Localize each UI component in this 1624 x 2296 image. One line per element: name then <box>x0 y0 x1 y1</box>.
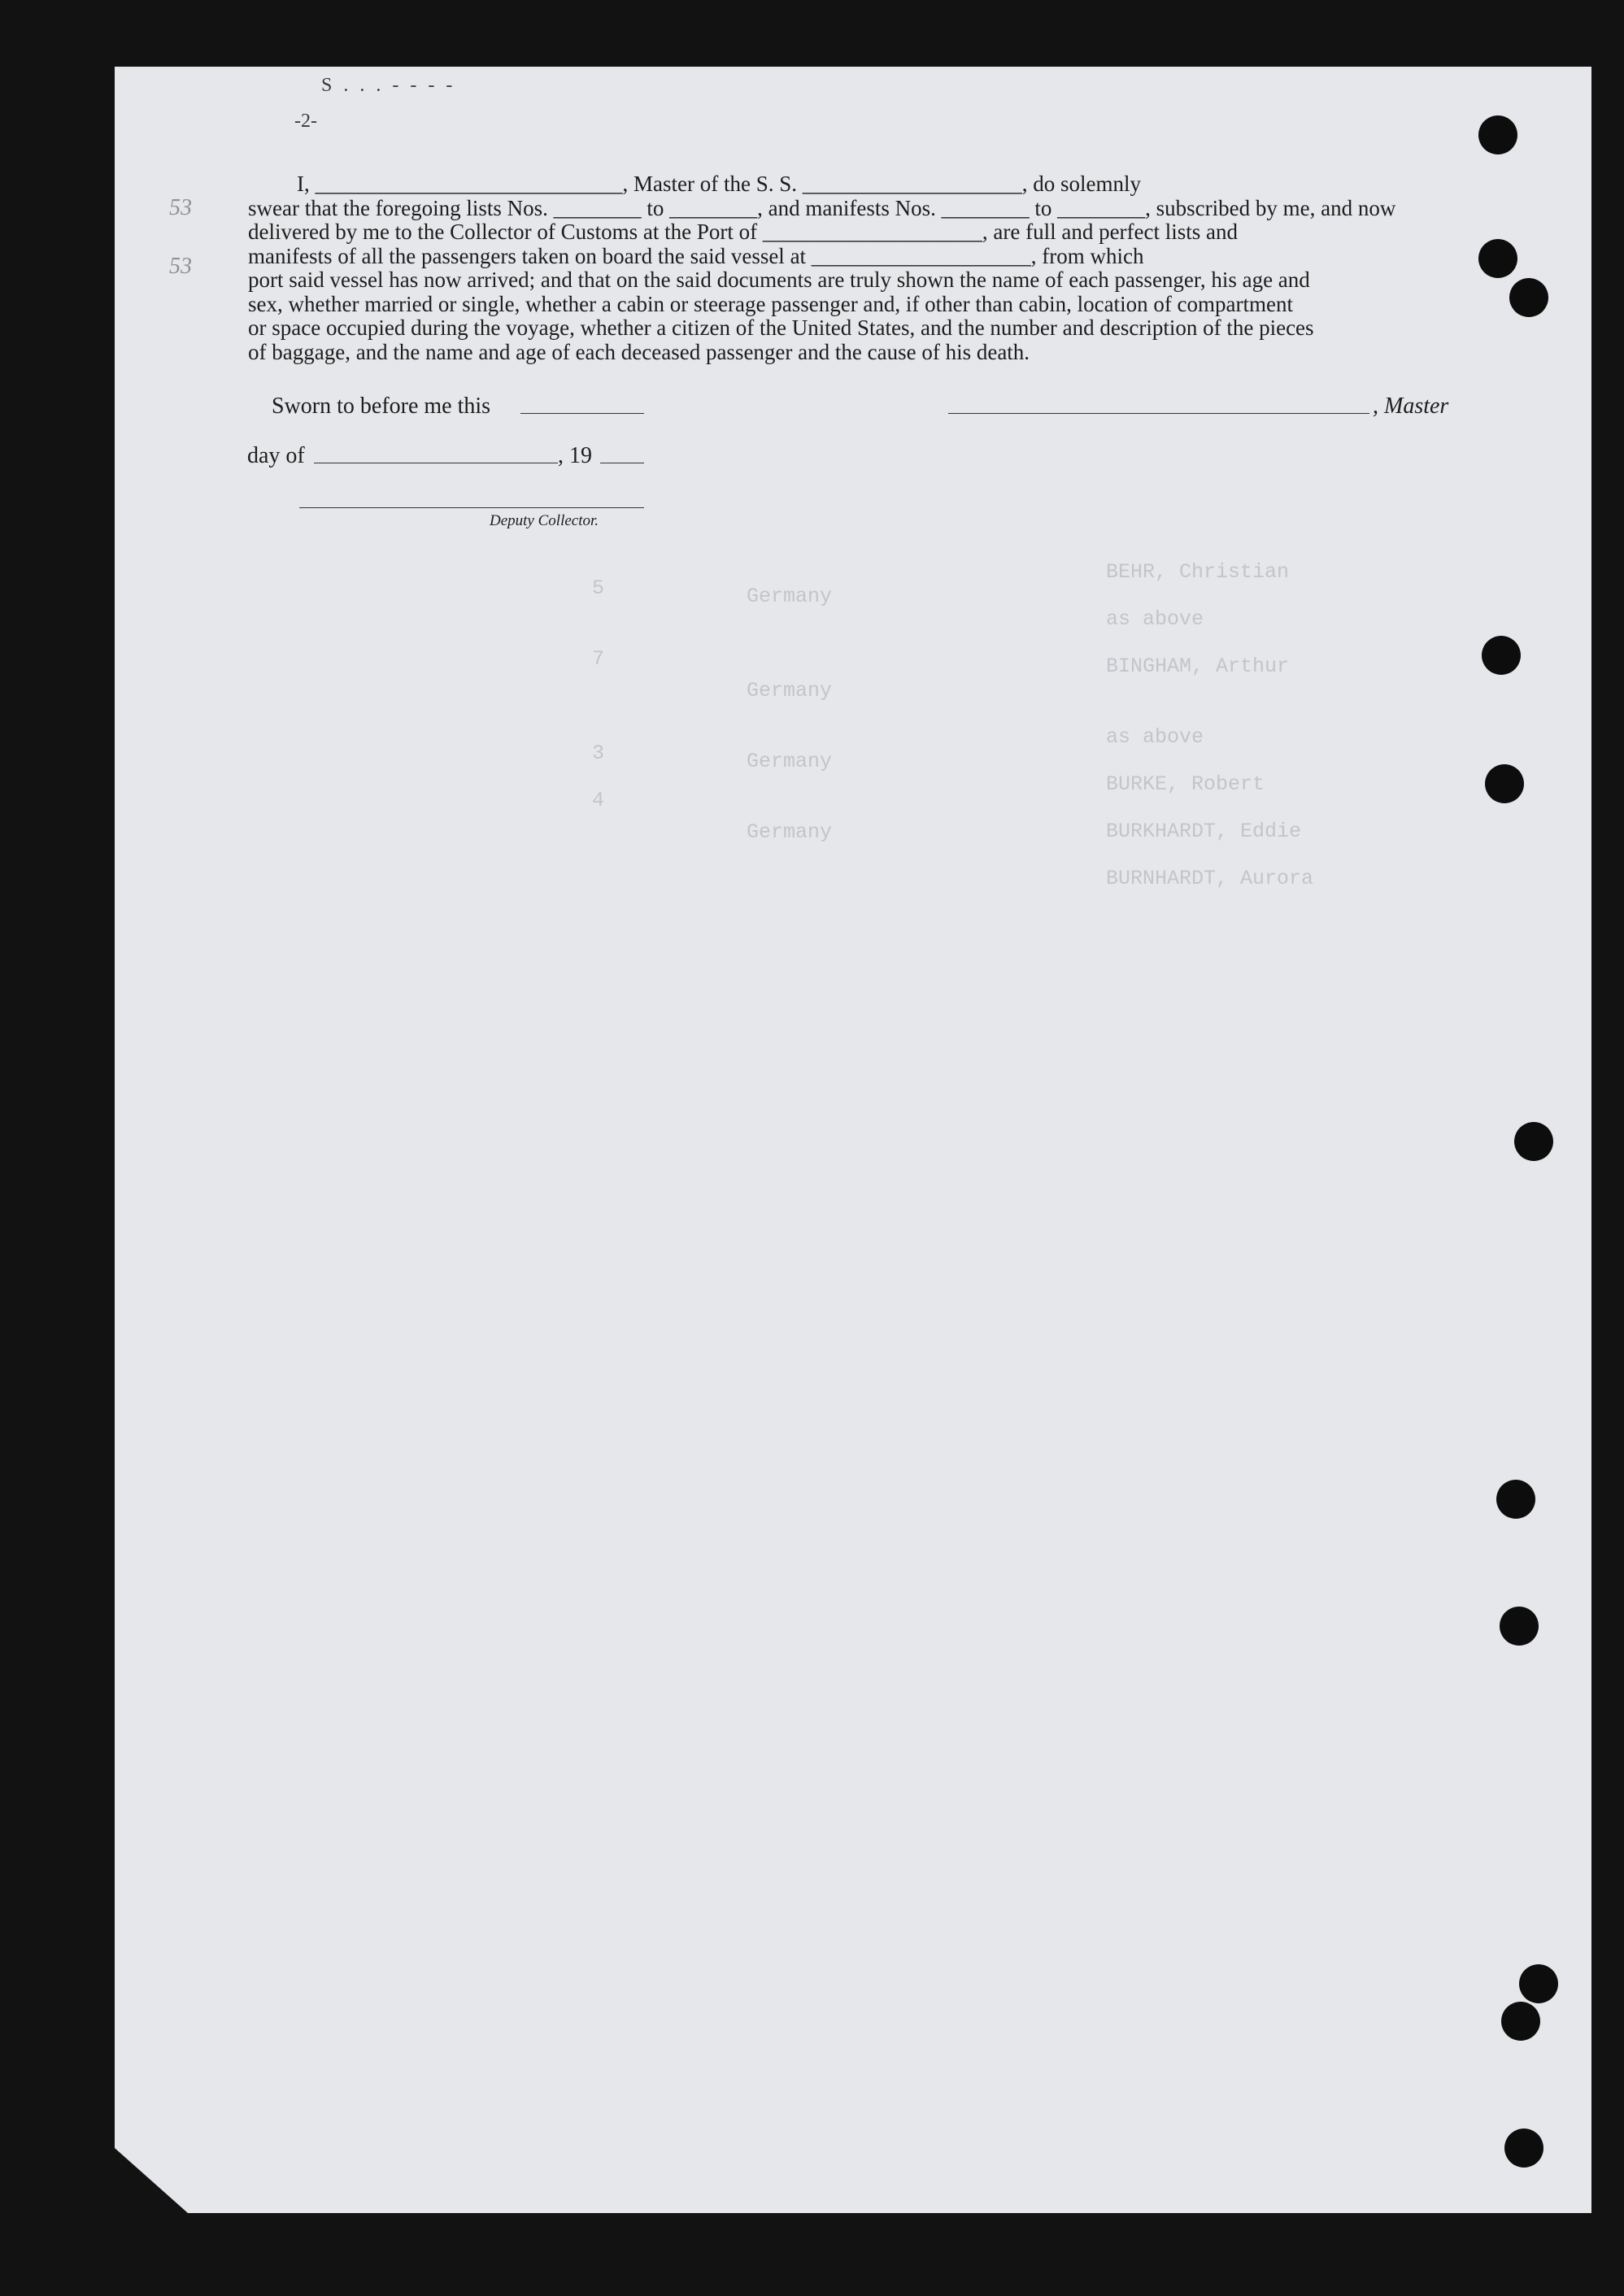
punch-hole <box>1485 764 1524 803</box>
punch-hole <box>1519 1964 1558 2003</box>
page-mark: -2- <box>294 111 317 132</box>
punch-hole <box>1514 1122 1553 1161</box>
bleed-number: 4 <box>592 789 605 812</box>
top-marks: S . . . - - - - <box>321 75 456 96</box>
punch-hole <box>1504 2129 1543 2168</box>
punch-hole <box>1482 636 1521 675</box>
sworn-label: Sworn to before me this <box>272 394 491 419</box>
sworn-date-line[interactable] <box>520 413 644 414</box>
oath-line: I, ____________________________, Master of the S. S. ____________________, do solemnly <box>297 172 1141 196</box>
margin-number: 53 <box>169 254 192 279</box>
bleed-text: as above <box>1106 725 1204 749</box>
bleed-through-numbers <box>592 553 604 836</box>
punch-hole <box>1496 1480 1535 1519</box>
document-sheet <box>115 67 1591 2213</box>
bleed-text: BINGHAM, Arthur <box>1106 654 1290 678</box>
deputy-collector-line[interactable] <box>299 507 644 508</box>
punch-hole <box>1478 115 1517 154</box>
year-label: , 19 <box>558 443 592 468</box>
bleed-text: Germany <box>747 585 833 608</box>
punch-hole <box>1478 239 1517 278</box>
punch-hole <box>1500 1607 1539 1646</box>
bleed-number: 5 <box>592 576 605 600</box>
bleed-text: Germany <box>747 820 833 844</box>
bleed-through-middle <box>747 561 832 844</box>
bleed-number: 3 <box>592 741 605 765</box>
bleed-number: 7 <box>592 647 605 671</box>
bleed-text: BURKHARDT, Eddie <box>1106 820 1302 843</box>
bleed-text: Germany <box>747 679 833 702</box>
bleed-text: BURNHARDT, Aurora <box>1106 867 1314 890</box>
oath-line: of baggage, and the name and age of each deceased passenger and the cause of his death. <box>248 339 1030 364</box>
deputy-collector-label: Deputy Collector. <box>490 512 599 529</box>
bleed-text: BURKE, Robert <box>1106 772 1265 796</box>
oath-line: or space occupied during the voyage, whether a citizen of the United States, and the number and description of the pieces <box>248 315 1314 340</box>
bleed-through-names <box>1106 537 1313 890</box>
oath-line: delivered by me to the Collector of Customs at the Port of ____________________, are full and perfect lists and <box>248 220 1239 244</box>
margin-number: 53 <box>169 195 192 220</box>
day-of-label: day of <box>247 443 305 468</box>
bleed-text: Germany <box>747 750 833 773</box>
oath-line: manifests of all the passengers taken on board the said vessel at ____________________, from which <box>248 243 1144 268</box>
punch-hole <box>1509 278 1548 317</box>
oath-line: swear that the foregoing lists Nos. ________ to ________, and manifests Nos. ________ to ________, subscribed by me, and now <box>248 195 1396 220</box>
master-signature-line[interactable] <box>948 413 1369 414</box>
oath-line: sex, whether married or single, whether a cabin or steerage passenger and, if other than cabin, location of compartment <box>248 291 1294 316</box>
oath-paragraph <box>248 172 1453 364</box>
bleed-text: as above <box>1106 607 1204 631</box>
punch-hole <box>1501 2002 1540 2041</box>
master-label: , Master <box>1373 394 1449 419</box>
bleed-text: BEHR, Christian <box>1106 560 1290 584</box>
oath-line: port said vessel has now arrived; and that on the said documents are truly shown the name of each passenger, his age and <box>248 267 1310 292</box>
